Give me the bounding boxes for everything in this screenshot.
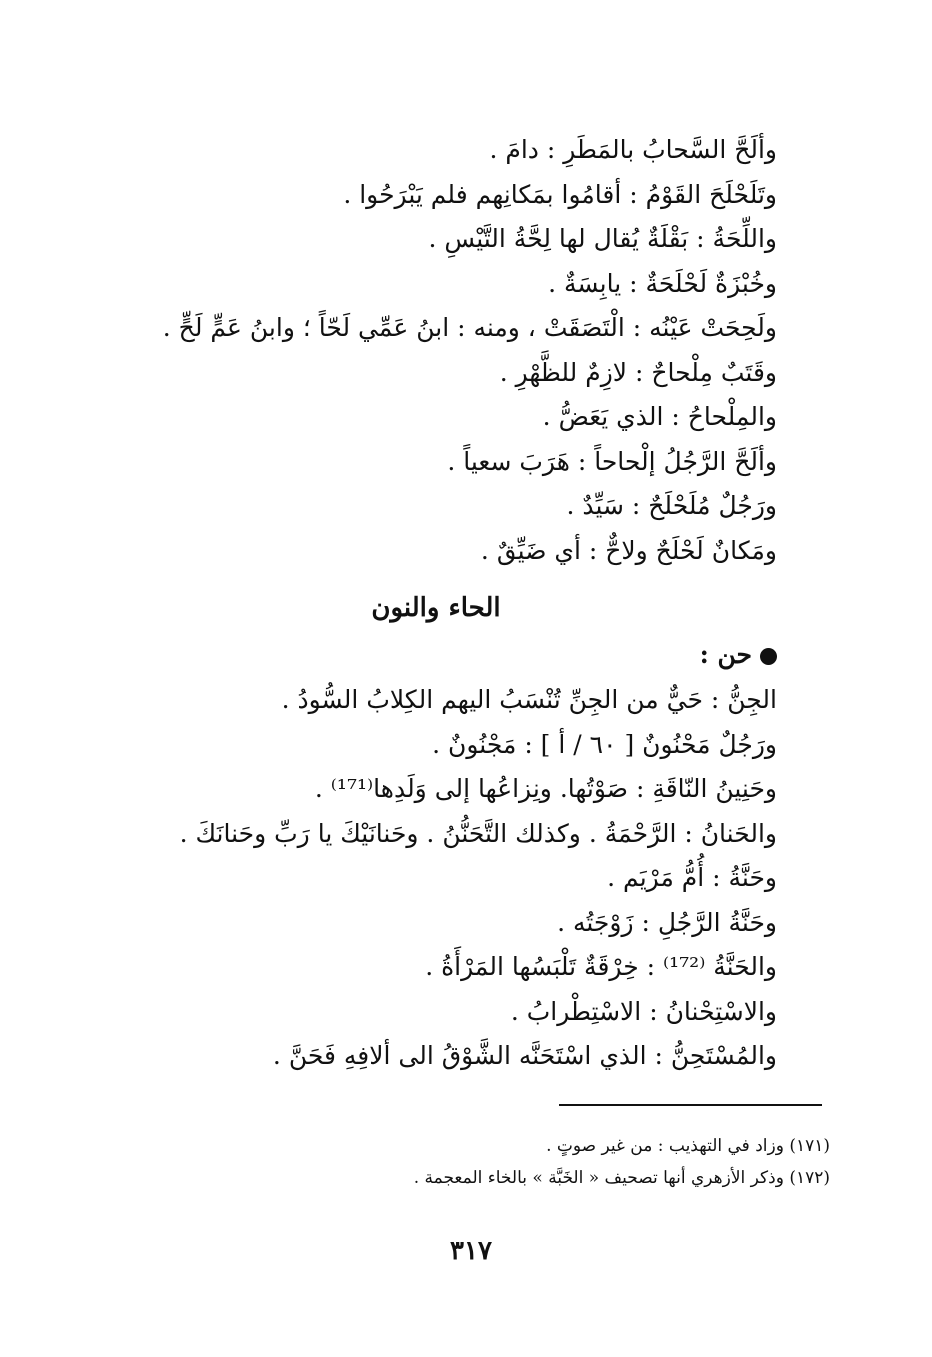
footnotes	[210, 1130, 830, 1194]
entry-line: ولَحِحَتْ عَيْنُه : الْتَصَقَتْ ، ومنه : ابنُ عَمِّي لَحّاً ؛ وابنُ عَمٍّ لَحٍّ .	[162, 313, 777, 342]
entry-line: والمُسْتَحِنُّ : الذي اسْتَحَنَّه الشَّوْقُ الى ألافِهِ فَحَنَّ .	[272, 1041, 777, 1070]
entry-line: والحَنَّةُ ⁽¹⁷²⁾ : خِرْقَةٌ تَلْبَسُها المَرْأَةُ .	[425, 952, 777, 981]
entry-line: ومَكانٌ لَحْلَحٌ ولاحٌّ : أي ضَيِّقٌ .	[480, 535, 777, 565]
entry-line: وحَنِينُ النّاقَةِ : صَوْتُها. ونِزاعُها إلى وَلَدِها⁽¹⁷¹⁾ .	[314, 774, 777, 803]
entry-line: ورَجُلٌ مَحْنُونٌ [ ٦٠ / أ ] : مَجْنُونٌ .	[432, 729, 777, 759]
footnote-divider	[559, 1104, 822, 1106]
entry-line: والحَنانُ : الرَّحْمَةُ . وكذلك التَّحَنُّنُ . وحَنانَيْكَ يا رَبِّ وحَنانَكَ .	[179, 818, 777, 848]
entry-line: والاسْتِحْنانُ : الاسْتِطْرابُ .	[510, 996, 777, 1026]
entry-line: وحَنَّةُ الرَّجُلِ : زَوْجَتُه .	[557, 907, 777, 937]
entries-top	[137, 128, 777, 573]
footnote: (١٧١) وزاد في التهذيب : من غير صوتٍ .	[546, 1136, 830, 1156]
entry-line: وخُبْزَةٌ لَحْلَحَةٌ : يابِسَةٌ .	[548, 268, 777, 298]
entry-line: وحَنَّةُ : أُمُّ مَرْيَم .	[607, 863, 777, 892]
root-heading	[137, 632, 777, 678]
entry-line: وقَتَبٌ مِلْحاحٌ : لازِمٌ للظَّهْرِ .	[499, 357, 777, 387]
entry-line: الجِنُّ : حَيٌّ من الجِنِّ تُنْسَبُ اليهم الكِلابُ السُّودُ .	[281, 685, 777, 714]
entry-line: وتَلَحْلَحَ القَوْمُ : أقامُوا بمَكانِهم فلم يَبْرَحُوا .	[343, 179, 777, 209]
entry-line: وألَحَّ الرَّجُلُ إلْحاحاً : هَرَبَ سعياً .	[447, 446, 777, 476]
page-number: ٣١٧	[450, 1236, 492, 1266]
entry-line: والمِلْحاحُ : الذي يَعَضُّ .	[542, 402, 777, 431]
footnote: (١٧٢) وذكر الأزهري أنها تصحيف « الخَبَّة » بالخاء المعجمة .	[413, 1168, 830, 1188]
entry-line: واللِّحَةُ : بَقْلَةٌ يُقال لها لِحَّةُ التَّيْسِ .	[428, 224, 777, 253]
entries-bottom	[137, 632, 777, 1079]
entry-line: ورَجُلٌ مُلَحْلَحٌ : سَيِّدٌ .	[566, 491, 777, 520]
section-title: الحاء والنون	[371, 593, 501, 623]
bullet-icon	[760, 648, 777, 665]
root-heading-label: حن :	[699, 640, 752, 669]
entry-line: وألَحَّ السَّحابُ بالمَطَرِ : دامَ .	[489, 135, 777, 164]
